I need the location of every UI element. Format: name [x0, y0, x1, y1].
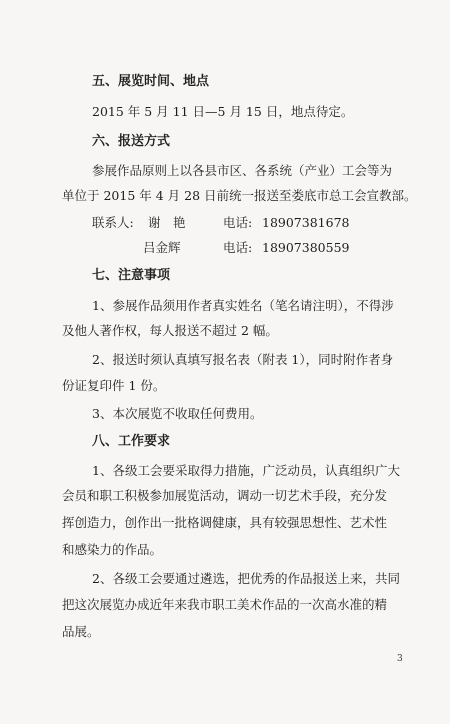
section-8-line-1: 1、各级工会要采取得力措施，广泛动员，认真组织广大 — [92, 463, 400, 478]
section-5-heading: 五、展览时间、地点 — [92, 74, 210, 89]
section-8-line-4: 和感染力的作品。 — [62, 542, 163, 557]
contact-phone-label-2: 电话: — [223, 240, 253, 255]
section-8-line-5: 2、各级工会要通过遴选，把优秀的作品报送上来，共同 — [92, 571, 400, 586]
section-5-line-1: 2015 年 5 月 11 日—5 月 15 日，地点待定。 — [92, 104, 354, 119]
section-8-line-3: 挥创造力，创作出一批格调健康，具有较强思想性、艺术性 — [62, 515, 388, 530]
section-7-line-3: 2、报送时须认真填写报名表（附表 1），同时附作者身 — [92, 352, 394, 367]
section-7-line-2: 及他人著作权，每人报送不超过 2 幅。 — [62, 323, 278, 338]
contact-name-2: 吕金辉 — [143, 240, 181, 255]
section-8-line-2: 会员和职工积极参加展览活动，调动一切艺术手段，充分发 — [62, 488, 388, 503]
page-number: 3 — [397, 654, 403, 664]
section-7-line-4: 份证复印件 1 份。 — [62, 378, 166, 393]
section-6-line-2: 单位于 2015 年 4 月 28 日前统一报送至娄底市总工会宣教部。 — [62, 188, 417, 203]
section-7-heading: 七、注意事项 — [92, 268, 171, 283]
contact-label: 联系人: — [92, 215, 134, 230]
section-7-line-5: 3、本次展览不收取任何费用。 — [92, 406, 263, 421]
contact-phone-2: 18907380559 — [262, 240, 350, 255]
section-8-line-7: 品展。 — [62, 624, 100, 639]
contact-phone-label-1: 电话: — [223, 215, 253, 230]
section-6-heading: 六、报送方式 — [92, 134, 171, 149]
section-8-line-6: 把这次展览办成近年来我市职工美术作品的一次高水准的精 — [62, 597, 388, 612]
section-6-line-1: 参展作品原则上以各县市区、各系统（产业）工会等为 — [92, 163, 393, 178]
section-8-heading: 八、工作要求 — [92, 434, 171, 449]
contact-name-1: 谢 艳 — [148, 215, 186, 230]
contact-phone-1: 18907381678 — [262, 215, 350, 230]
section-7-line-1: 1、参展作品须用作者真实姓名（笔名请注明），不得涉 — [92, 298, 394, 313]
